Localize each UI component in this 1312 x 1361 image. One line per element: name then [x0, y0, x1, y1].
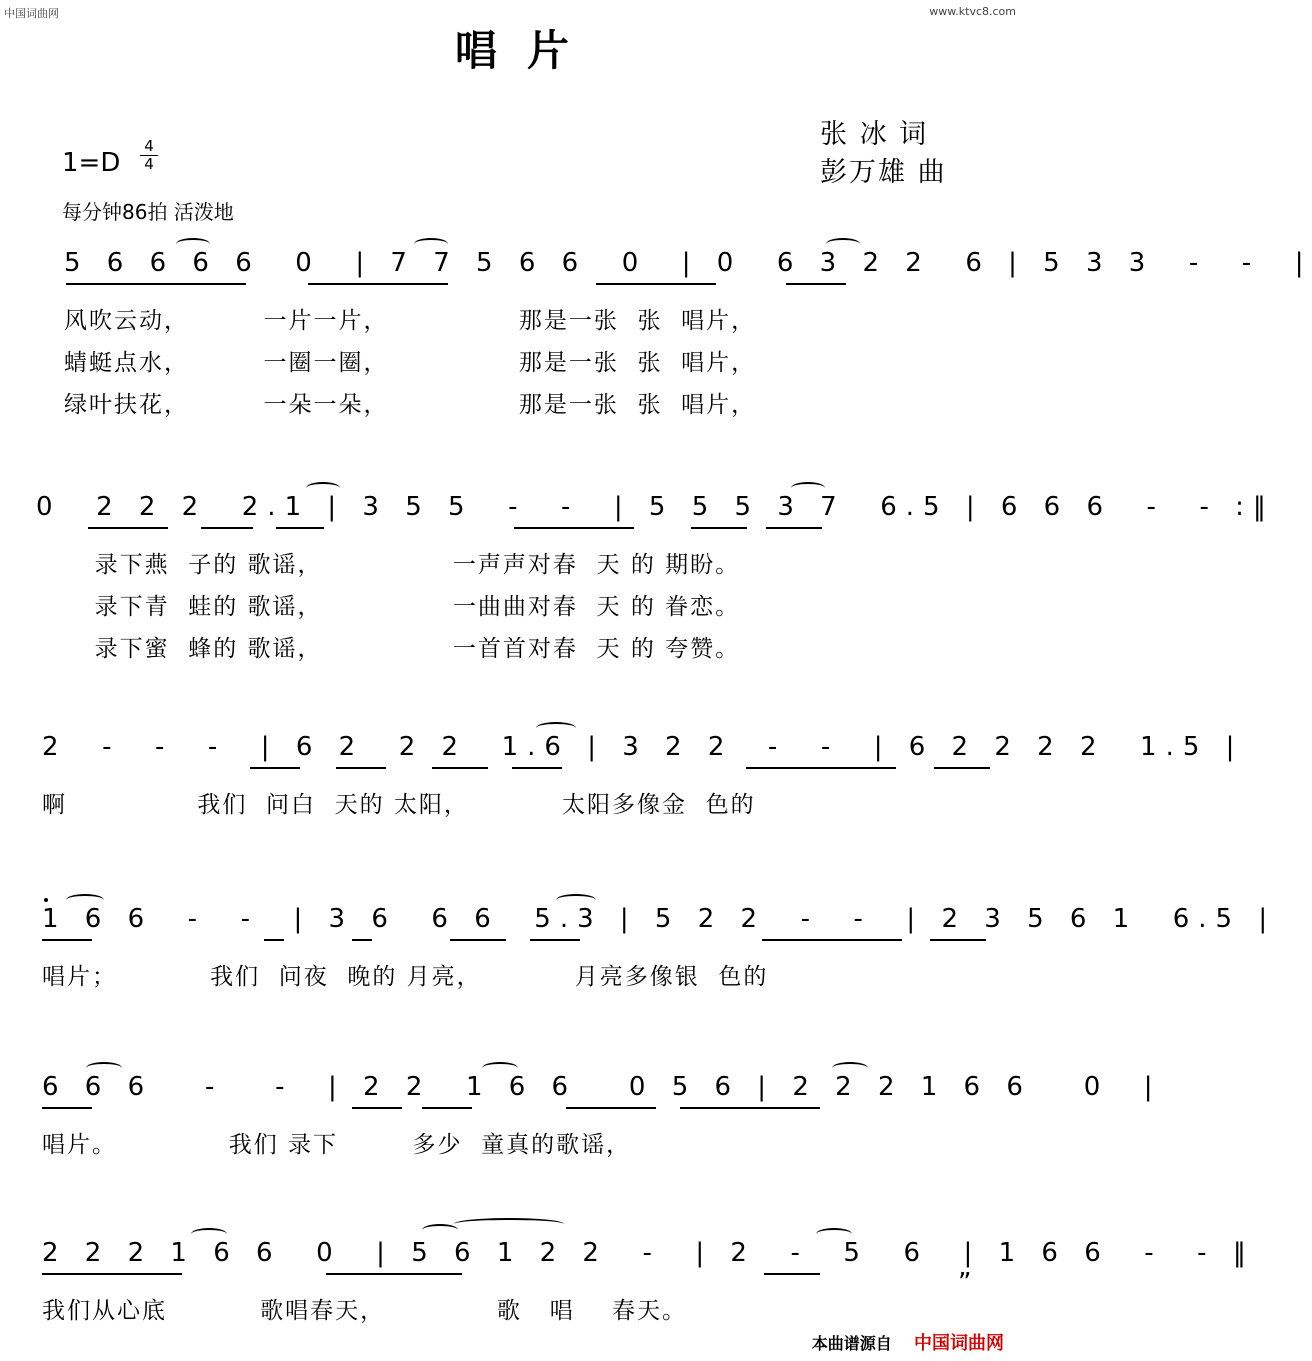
lyric-line-6: 我们从心底 歌唱春天， 歌 唱 春天。: [42, 1298, 688, 1324]
notation-line-4: 1 6 6 - - | 3 6 6 6 5.3 | 5 2 2 - - | 2 3 5 6 1 6.5 |: [42, 904, 1277, 934]
lyric-line-5: 唱片。 我们 录下 多少 童真的歌谣，: [42, 1132, 632, 1158]
notation-line-5: 6 6 6 - - | 2 2 1 6 6 0 5 6 | 2 2 2 1 6 6 0 |: [42, 1072, 1162, 1102]
lyric-line-1-verse-2: 蜻蜓点水， 一圈一圈， 那是一张 张 唱片，: [64, 350, 757, 376]
lyric-line-3: 啊 我们 问白 天的 太阳， 太阳多像金 色的: [42, 792, 756, 818]
lyric-line-2-verse-3: 录下蜜 蜂的 歌谣， 一首首对春 天 的 夸赞。: [76, 636, 741, 662]
watermark-left: 中国词曲网: [4, 7, 59, 20]
time-signature: [140, 138, 158, 173]
lyricist-credit: 张 冰 词: [820, 119, 929, 150]
tempo-marking: 每分钟86拍 活泼地: [62, 200, 234, 224]
score-line-6: [36, 1238, 1255, 1338]
score-line-3: [36, 732, 1244, 832]
footer-source: [812, 1329, 1004, 1355]
watermark-right: www.ktvc8.com: [929, 5, 1016, 18]
song-title: 唱片: [454, 26, 599, 75]
score-line-1: [36, 248, 1312, 418]
time-signature-top: 4: [144, 137, 154, 155]
closing-quote-mark: ”: [958, 1268, 972, 1298]
composer-credit: 彭万雄 曲: [820, 157, 947, 188]
lyric-line-2-verse-2: 录下青 蛙的 歌谣， 一曲曲对春 天 的 眷恋。: [76, 594, 741, 620]
key-signature: 1=D: [62, 148, 121, 178]
lyric-line-1-verse-3: 绿叶扶花， 一朵一朵， 那是一张 张 唱片，: [64, 392, 757, 418]
footer-prefix: 本曲谱源自: [811, 1334, 892, 1353]
notation-line-1: 5 6 6 6 6 0 | 7 7 5 6 6 0 | 0 6 3 2 2 6 | 5 3 3 - - |: [64, 248, 1312, 278]
lyric-line-2-verse-1: 录下燕 子的 歌谣， 一声声对春 天 的 期盼。: [76, 552, 741, 578]
score-line-2: [36, 492, 1275, 662]
notation-line-6: 2 2 2 1 6 6 0 | 5 6 1 2 2 - | 2 - 5 6 | 1 6 6 - - ‖: [42, 1238, 1255, 1268]
score-line-5: [36, 1072, 1162, 1172]
footer-site-link[interactable]: 中国词曲网: [914, 1333, 1004, 1354]
time-signature-bottom: 4: [140, 155, 158, 173]
notation-line-3: 2 - - - | 6 2 2 2 1.6 | 3 2 2 - - | 6 2 2 2 2 1.5 |: [42, 732, 1244, 762]
notation-line-2: 0 2 2 2 2.1 | 3 5 5 - - | 5 5 5 3 7 6.5 | 6 6 6 - - :‖: [36, 492, 1275, 522]
lyric-line-4: 唱片； 我们 问夜 晚的 月亮， 月亮多像银 色的: [42, 964, 769, 990]
lyric-line-1-verse-1: 风吹云动， 一片一片， 那是一张 张 唱片，: [64, 308, 757, 334]
score-line-4: [36, 904, 1277, 1004]
